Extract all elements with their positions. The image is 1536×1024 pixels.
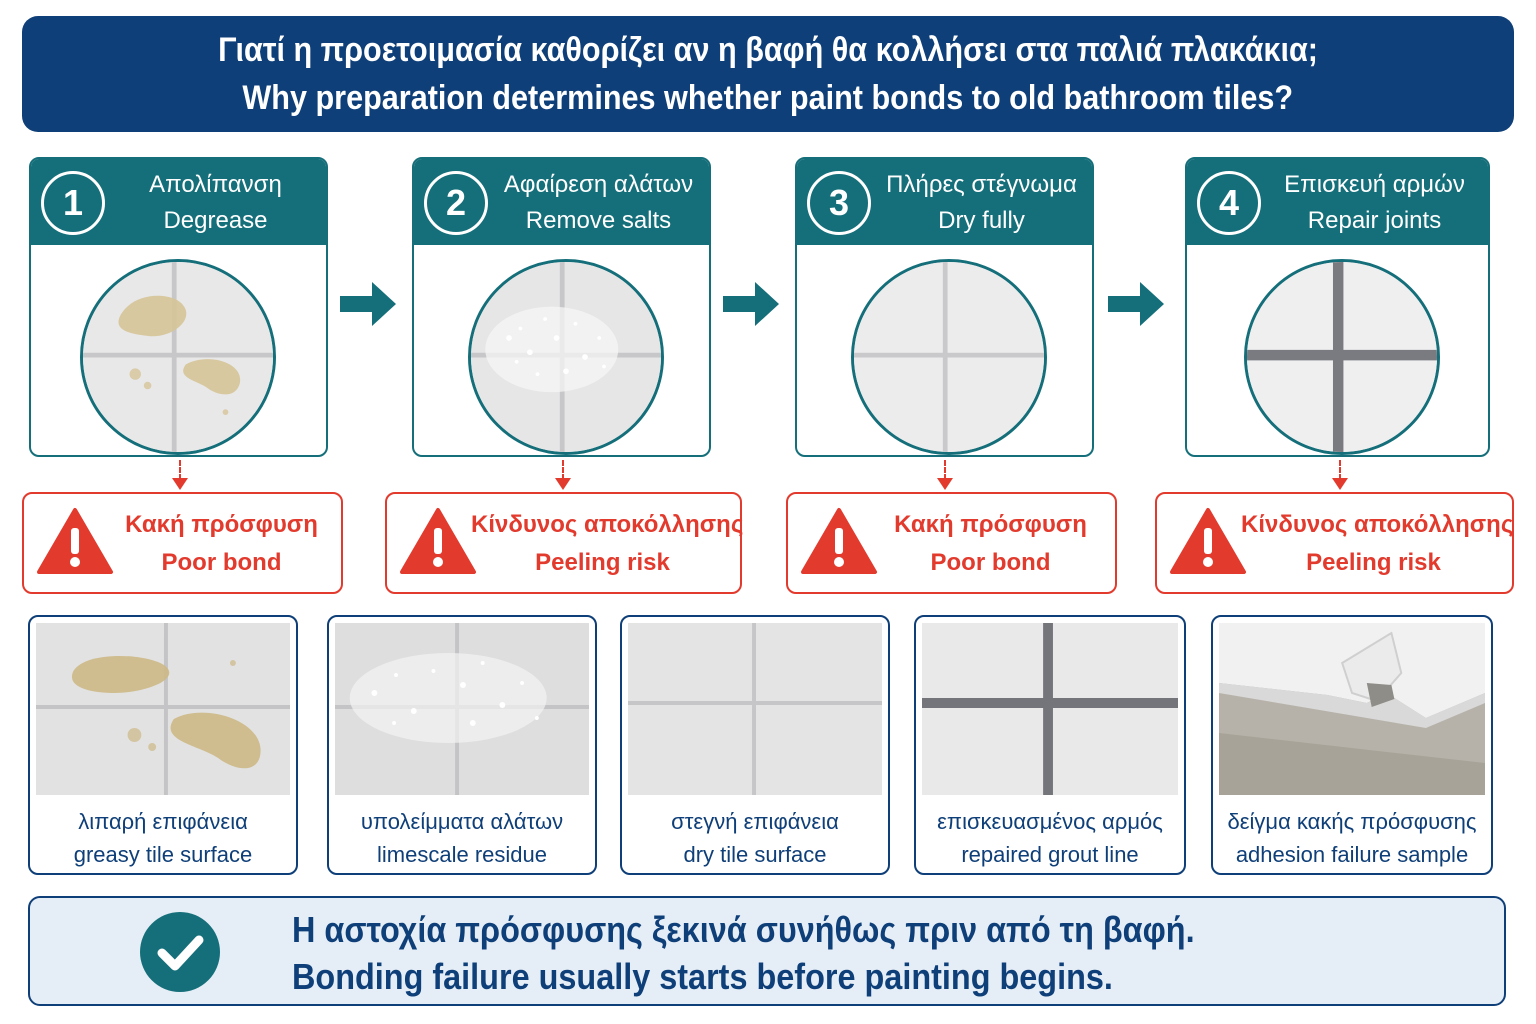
warning-text-greek: Κακή πρόσφυση bbox=[894, 511, 1087, 538]
conclusion-banner bbox=[28, 896, 1506, 1006]
step-label-english: Dry fully bbox=[938, 207, 1025, 234]
photo-card-adhesion-failure bbox=[1211, 615, 1493, 875]
arrow-down-icon bbox=[937, 478, 953, 490]
step-card-degrease bbox=[29, 157, 328, 457]
arrow-right-icon bbox=[723, 280, 781, 328]
step-number: 3 bbox=[807, 171, 871, 235]
photo-card-grout bbox=[914, 615, 1186, 875]
arrow-right-icon bbox=[340, 280, 398, 328]
arrow-down-icon bbox=[555, 478, 571, 490]
warning-triangle-icon bbox=[399, 506, 477, 576]
step-card-remove-salts bbox=[412, 157, 711, 457]
warning-text-english: Poor bond bbox=[930, 549, 1051, 576]
photo-caption-greek: λιπαρή επιφάνεια bbox=[78, 809, 248, 834]
warning-text-greek: Κακή πρόσφυση bbox=[125, 511, 318, 538]
arrow-down-icon bbox=[172, 478, 188, 490]
title-greek: Γιατί η προετοιμασία καθορίζει αν η βαφή θα κολλήσει στα παλιά πλακάκια; bbox=[218, 31, 1318, 69]
photo-card-limescale bbox=[327, 615, 597, 875]
step-card-repair-joints bbox=[1185, 157, 1490, 457]
warning-text-greek: Κίνδυνος αποκόλλησης bbox=[1241, 511, 1514, 538]
grease-stain-icon bbox=[80, 259, 276, 455]
dry-tile-image bbox=[628, 623, 882, 795]
step-label-english: Degrease bbox=[163, 207, 268, 234]
step-number: 4 bbox=[1197, 171, 1261, 235]
photo-card-dry bbox=[620, 615, 890, 875]
grout-line-icon bbox=[1244, 259, 1440, 455]
step-card-dry-fully bbox=[795, 157, 1094, 457]
step-header bbox=[1187, 159, 1488, 245]
warning-text-english: Peeling risk bbox=[535, 549, 670, 576]
step-label-english: Repair joints bbox=[1307, 207, 1442, 234]
step-number: 1 bbox=[41, 171, 105, 235]
step-number: 2 bbox=[424, 171, 488, 235]
limescale-icon bbox=[468, 259, 664, 455]
dashed-connector bbox=[562, 460, 564, 480]
step-label-greek: Απολίπανση bbox=[149, 171, 282, 198]
title-banner bbox=[22, 16, 1514, 132]
photo-caption-english: greasy tile surface bbox=[73, 842, 253, 867]
step-label-greek: Επισκευή αρμών bbox=[1284, 171, 1465, 198]
dashed-connector bbox=[179, 460, 181, 480]
photo-caption-greek: στεγνή επιφάνεια bbox=[671, 809, 839, 834]
dashed-connector bbox=[944, 460, 946, 480]
warning-triangle-icon bbox=[36, 506, 114, 576]
step-header bbox=[797, 159, 1092, 245]
warning-text-english: Poor bond bbox=[161, 549, 282, 576]
photo-card-greasy bbox=[28, 615, 298, 875]
warning-box bbox=[786, 492, 1117, 594]
greasy-tile-image bbox=[36, 623, 290, 795]
warning-box bbox=[1155, 492, 1514, 594]
step-label-english: Remove salts bbox=[525, 207, 672, 234]
grout-tile-image bbox=[922, 623, 1178, 795]
limescale-tile-image bbox=[335, 623, 589, 795]
title-english: Why preparation determines whether paint bonds to old bathroom tiles? bbox=[242, 79, 1294, 117]
warning-triangle-icon bbox=[800, 506, 878, 576]
step-label-greek: Πλήρες στέγνωμα bbox=[886, 171, 1077, 198]
arrow-down-icon bbox=[1332, 478, 1348, 490]
step-header bbox=[31, 159, 326, 245]
photo-caption-greek: επισκευασμένος αρμός bbox=[937, 809, 1163, 834]
photo-caption-english: dry tile surface bbox=[683, 842, 827, 867]
warning-box bbox=[385, 492, 742, 594]
photo-caption-greek: υπολείμματα αλάτων bbox=[360, 809, 564, 834]
photo-caption-english: adhesion failure sample bbox=[1235, 842, 1469, 867]
warning-triangle-icon bbox=[1169, 506, 1247, 576]
warning-text-greek: Κίνδυνος αποκόλλησης bbox=[471, 511, 744, 538]
dashed-connector bbox=[1339, 460, 1341, 480]
checkmark-icon bbox=[140, 912, 220, 992]
step-label-greek: Αφαίρεση αλάτων bbox=[503, 171, 694, 198]
warning-box bbox=[22, 492, 343, 594]
arrow-right-icon bbox=[1108, 280, 1166, 328]
step-header bbox=[414, 159, 709, 245]
warning-text-english: Peeling risk bbox=[1306, 549, 1441, 576]
conclusion-english: Bonding failure usually starts before painting begins. bbox=[292, 956, 1113, 997]
clean-tile-icon bbox=[851, 259, 1047, 455]
photo-caption-greek: δείγμα κακής πρόσφυσης bbox=[1227, 809, 1477, 834]
photo-caption-english: limescale residue bbox=[377, 842, 547, 867]
conclusion-greek: Η αστοχία πρόσφυσης ξεκινά συνήθως πριν από τη βαφή. bbox=[292, 909, 1195, 950]
photo-caption-english: repaired grout line bbox=[961, 842, 1139, 867]
adhesion-failure-image bbox=[1219, 623, 1485, 795]
